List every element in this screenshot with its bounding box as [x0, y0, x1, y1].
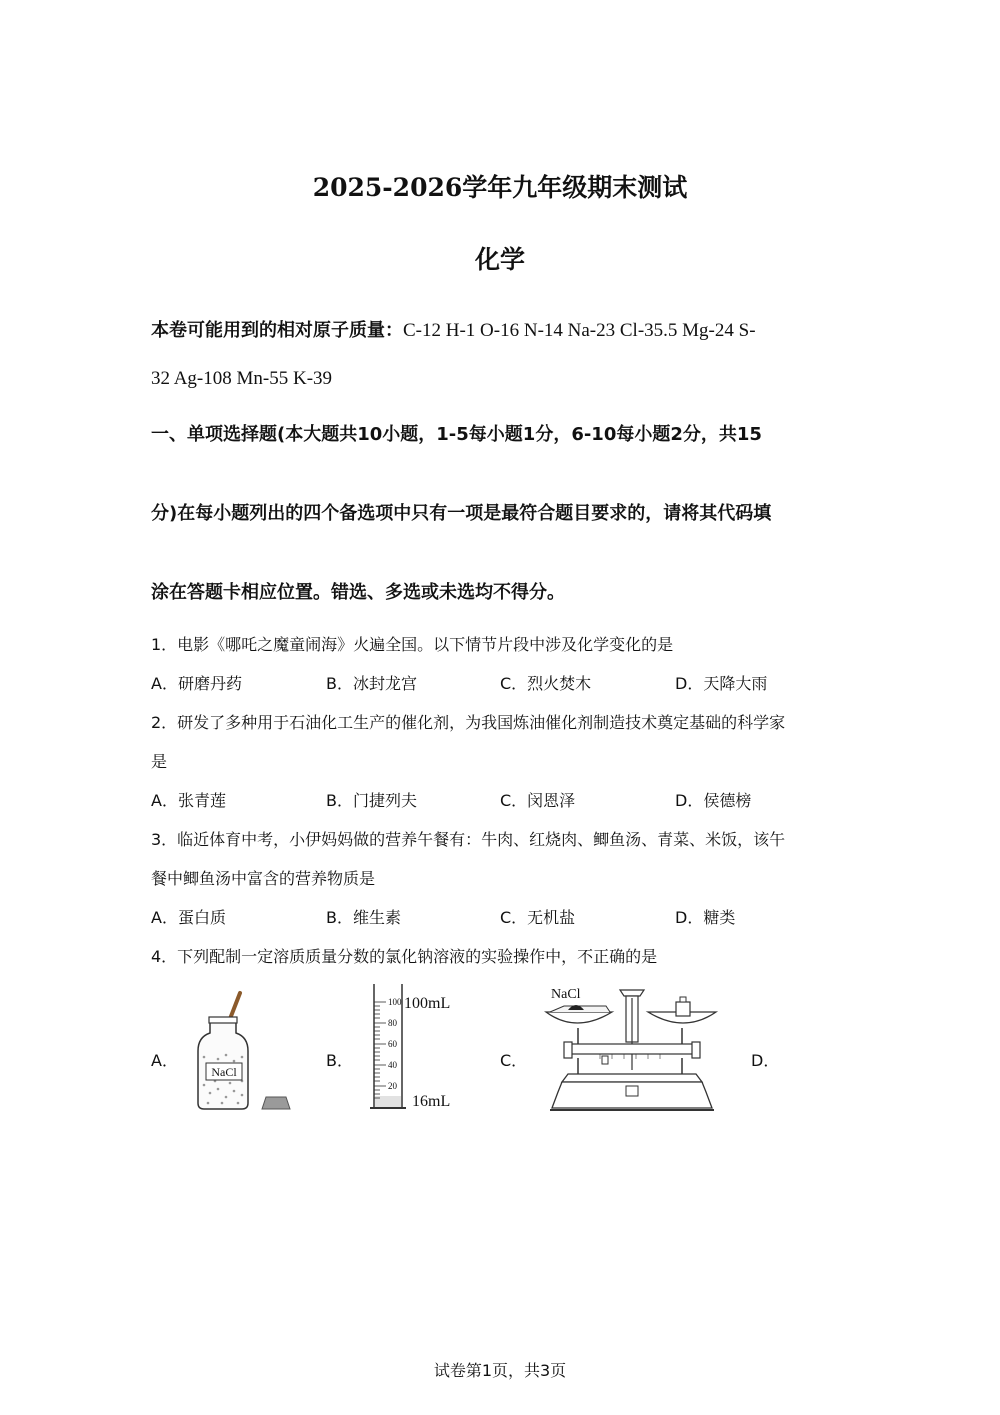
subject-title: 化学 [474, 245, 525, 274]
base-top [562, 1074, 702, 1082]
cylinder-scale [374, 1002, 386, 1098]
q2-option-c: C．闵恩泽 [500, 791, 576, 810]
q1-option-d: D．天降大雨 [675, 674, 768, 693]
weight-block [676, 1002, 690, 1016]
q4-option-b: B． [326, 1051, 353, 1070]
pointer-top [620, 990, 644, 996]
q4-option-d: D． [751, 1051, 780, 1070]
q1-option-c: C．烈火焚木 [500, 674, 592, 693]
weight-knob [680, 997, 686, 1002]
q3-option-a: A．蛋白质 [151, 908, 226, 927]
page-footer: 试卷第1页，共3页 [433, 1361, 567, 1380]
right-screw [692, 1042, 700, 1058]
atomic-mass-values: C-12 H-1 O-16 N-14 Na-23 Cl-35.5 Mg-24 S- [403, 320, 756, 341]
exam-title: 2025-2026学年九年级期末测试 [312, 173, 688, 202]
question-2-stem-line1: 2．研发了多种用于石油化工生产的催化剂，为我国炼油催化剂制造技术奠定基础的科学家 [151, 713, 786, 732]
left-pan [546, 1012, 612, 1023]
tick-label-100: 100 [388, 997, 402, 1007]
cylinder-capacity-label: 100mL [404, 995, 451, 1012]
figure-c-balance [540, 982, 730, 1114]
q3-option-d: D．糖类 [675, 908, 736, 927]
bottle-neck [209, 1017, 237, 1023]
section1-line3: 涂在答题卡相应位置。错选、多选或未选均不得分。 [151, 582, 565, 603]
question-3-stem-line2: 餐中鲫鱼汤中富含的营养物质是 [151, 869, 376, 888]
beam-scale [600, 1054, 660, 1059]
question-3-stem-line1: 3．临近体育中考，小伊妈妈做的营养午餐有：牛肉、红烧肉、鲫鱼汤、青菜、米饭，该午 [151, 830, 786, 849]
tick-label-20: 20 [388, 1081, 397, 1091]
question-1-stem: 1．电影《哪吒之魔童闹海》火遍全国。以下情节片段中涉及化学变化的是 [151, 635, 674, 654]
q3-option-c: C．无机盐 [500, 908, 576, 927]
tick-label-40: 40 [388, 1060, 397, 1070]
tick-label-60: 60 [388, 1039, 397, 1049]
cylinder-reading-label: 16mL [412, 1093, 451, 1110]
atomic-mass-line2: 32 Ag-108 Mn-55 K-39 [151, 368, 333, 389]
scale-plate [626, 1086, 638, 1096]
balance-label: NaCl [551, 987, 581, 1002]
figure-b-measuring-cylinder [360, 980, 470, 1115]
q2-option-d: D．侯德榜 [675, 791, 752, 810]
tick-label-80: 80 [388, 1018, 397, 1028]
atomic-mass-label: 本卷可能用到的相对原子质量： [151, 320, 403, 341]
question-2-stem-line2: 是 [151, 752, 168, 771]
q4-option-a: A． [151, 1051, 178, 1070]
beam [570, 1044, 694, 1054]
q1-option-a: A．研磨丹药 [151, 674, 242, 693]
bottle-label-text: NaCl [211, 1065, 237, 1079]
rider [602, 1056, 608, 1064]
left-screw [564, 1042, 572, 1058]
bottle-stopper [262, 1097, 290, 1109]
atomic-mass-line1 [151, 316, 756, 342]
q3-option-b: B．维生素 [326, 908, 401, 927]
q4-option-c: C． [500, 1051, 528, 1070]
section1-line2: 分)在每小题列出的四个备选项中只有一项是最符合题目要求的，请将其代码填 [151, 503, 772, 524]
q1-option-b: B．冰封龙宫 [326, 674, 417, 693]
q2-option-a: A．张青莲 [151, 791, 226, 810]
section1-line1: 一、单项选择题(本大题共10小题，1-5每小题1分，6-10每小题2分，共15 [151, 424, 762, 445]
q2-option-b: B．门捷列夫 [326, 791, 417, 810]
figure-a-reagent-bottle [180, 985, 300, 1115]
question-4-stem: 4．下列配制一定溶质质量分数的氯化钠溶液的实验操作中，不正确的是 [151, 947, 658, 966]
